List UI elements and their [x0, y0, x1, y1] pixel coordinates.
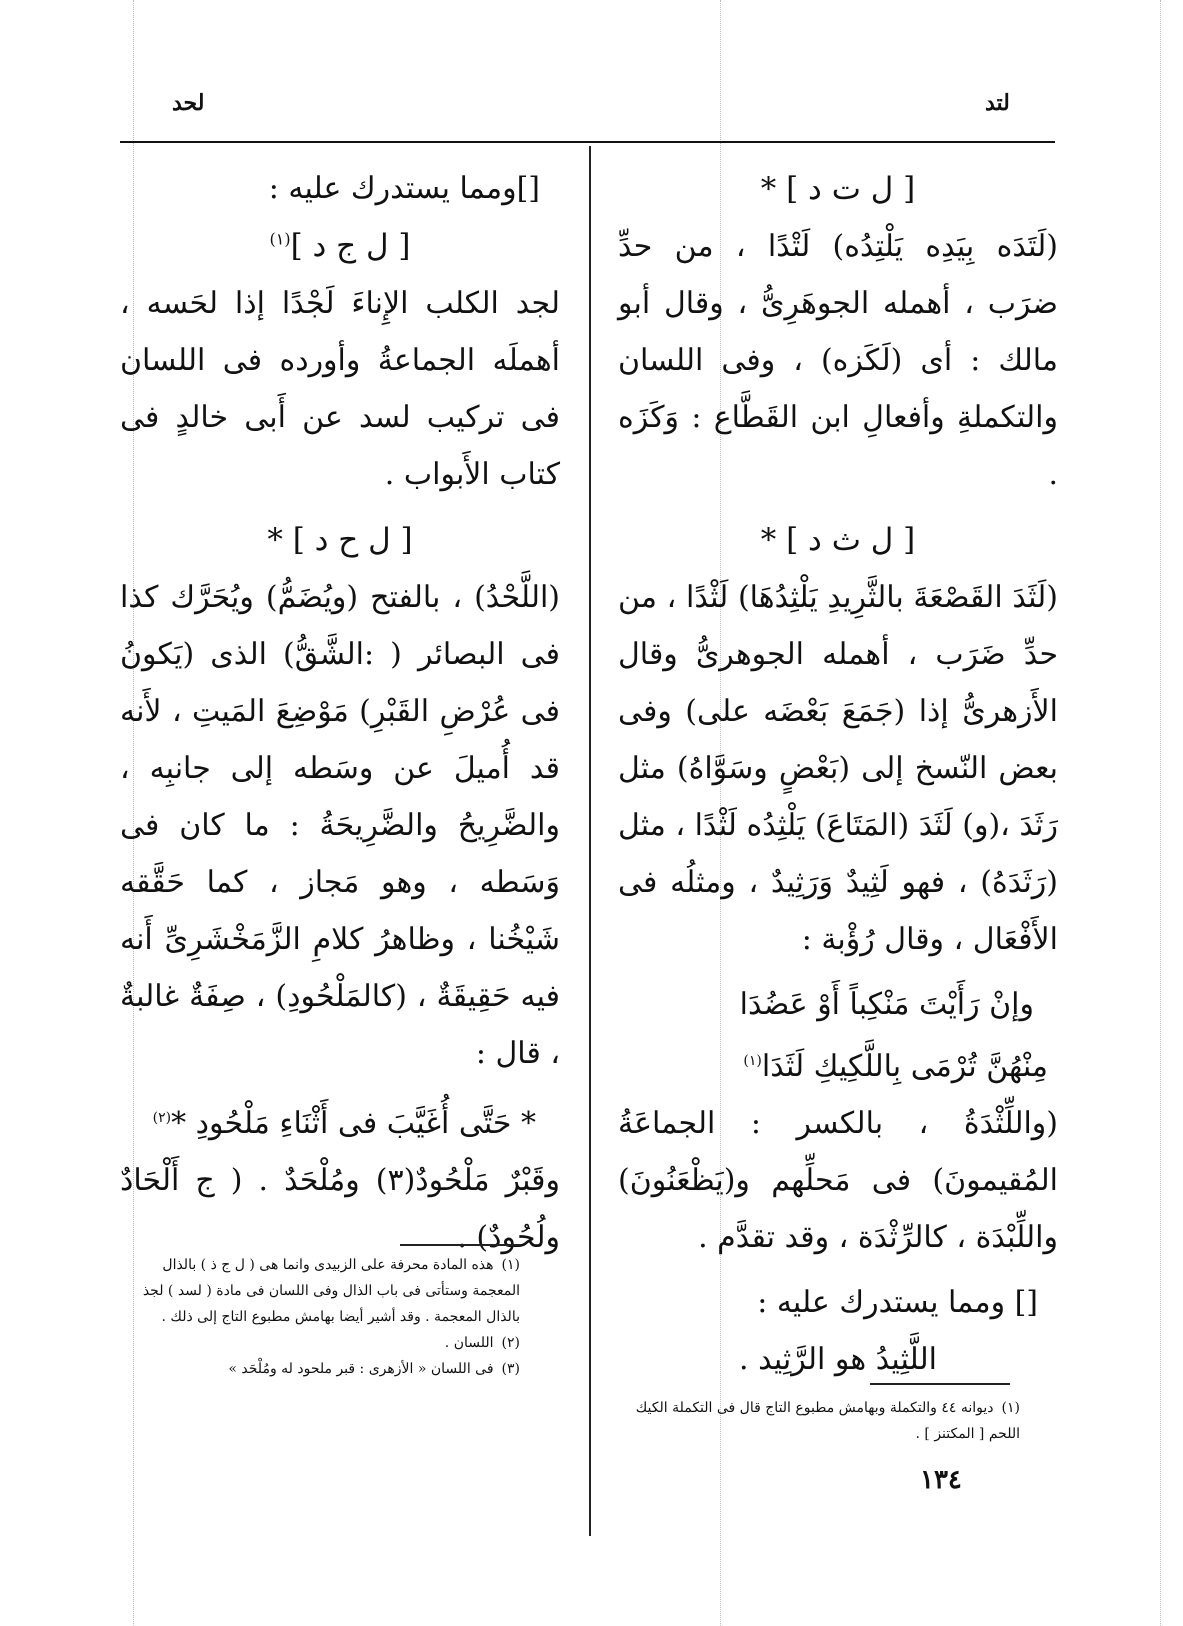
entry-heading-ljd: [120, 217, 560, 275]
poem-line-2-text: مِنْهُنَّ تُرْمَى بِاللَّكِيكِ لَثَدَا: [761, 1049, 1048, 1084]
footnote-text: ديوانه ٤٤ والتكملة وبهامش مطبوع التاج قال فى التكملة الكيك اللحم [ المكتنز ] .: [635, 1400, 1020, 1442]
running-head-left: لحد: [172, 90, 205, 116]
footnote-number: (١): [501, 1257, 520, 1273]
entry-heading-lthd: [ ل ث د ] *: [760, 522, 916, 558]
poem-line: [120, 1090, 560, 1152]
footnote-rule-left: [400, 1244, 520, 1246]
footnote-marker: (١): [743, 1053, 762, 1069]
poem-line-2: [618, 1033, 1058, 1095]
footnote-marker: (١): [269, 229, 291, 249]
entry-text-ltd: (لَتَدَه بِيَدِه يَلْتِدُه) لَتْدًا ، من حدِّ ضرَب ، أهمله الجوهَرِىُّ ، وقال أبو مالك : أى (لَكَزه) ، وفى اللسان والتكملةِ وأفعالِ ابن القَطَّاع : وَكَزَه .: [618, 229, 1058, 492]
page-number: ١٣٤: [920, 1465, 962, 1495]
entry-text-ljd: لجد الكلب الإِناءَ لَجْدًا إذا لحَسه ، أهملَه الجماعةُ وأورده فى اللسان فى تركيب لسد عن أَبى خالدٍ فى كتاب الأَبواب .: [120, 286, 560, 492]
poem-line-1: وإنْ رَأَيْتَ مَنْكِباً أَوْ عَضُدَا: [739, 987, 1034, 1022]
poem-line-text: * حَتَّى أُغَيَّبَ فى أَثْنَاءِ مَلْحُودِ *: [171, 1106, 536, 1141]
addendum-heading: []ومما يستدرك عليه :: [268, 171, 540, 206]
footnote-number: (١): [1001, 1400, 1020, 1416]
entry-text-lthd: (لَثَدَ القَصْعَةَ بالثَّرِيدِ يَلْثِدُهَا) لَثْدًا ، من حدِّ ضَرَب ، أهمله الجوهرىُّ وقال الأَزهرىُّ إذا (جَمَعَ بَعْضَه على) وفى بعض النّسخ إلى (بَعْضٍ وسَوَّاهُ) مثل رَثَدَ ،(و) لَثَدَ (المَتَاعَ) يَلْثِدُه لَثْدًا ، مثل (رَثَدَهُ) ، فهو لَثِيدٌ وَرَثِيدٌ ، ومثلُه فى الأَفْعَال ، وقال رُؤْبة :: [618, 580, 1058, 957]
running-head-right: لتد: [985, 90, 1010, 116]
entry-text-lhd: (اللَّحْدُ) ، بالفتح (ويُضَمُّ) ويُحَرَّك كذا فى البصائر ( :الشَّقُّ) الذى (يَكونُ فى عُرْضِ القَبْرِ) مَوْضِعَ المَيتِ ، لأَنه قد أُميلَ عن وسَطه إلى جانبِه ، والضَّرِيحُ والضَّرِيحَةُ : ما كان فى وَسَطه ، وهو مَجاز ، كما حَقَّقه شَيْخُنا ، وظاهرُ كلامِ الزَّمَخْشَرِىِّ أَنه فيه حَقِيقَةٌ ، (كالمَلْحُودِ) ، صِفَةٌ غالبةٌ ، قال :: [120, 580, 560, 1071]
footnote-number: (٣): [501, 1361, 520, 1377]
footnote-text: اللسان .: [444, 1335, 494, 1351]
footnote-number: (٢): [501, 1335, 520, 1351]
footnote-item: [120, 1356, 520, 1382]
entry-heading-lhd: [ ل ح د ] *: [267, 522, 413, 558]
addendum-heading: [] ومما يستدرك عليه :: [757, 1285, 1038, 1320]
right-column: [618, 160, 1058, 1388]
footnotes-left: [120, 1252, 520, 1382]
footnote-item: [120, 1330, 520, 1356]
entry-text-lithda: (واللِّثْدَةُ ، بالكسر : الجماعَةُ المُقيمونَ) فى مَحلِّهم و(يَظْعَنُونَ) واللِّبْدَة ، كالرِّثْدَة ، وقد تقدَّم .: [618, 1106, 1058, 1255]
column-divider: [589, 146, 591, 1536]
footnote-item: [620, 1395, 1020, 1447]
footnote-text: هذه المادة محرفة على الزبيدى وانما هى ( ل ج ذ ) بالذال المعجمة وستأتى فى باب الذال وفى اللسان فى مادة ( لسد ) لجذ بالذال المعجمة . وقد أشير أيضا بهامش مطبوع التاج إلى ذلك .: [142, 1257, 520, 1325]
entry-text-lhd-cont: وقَبْرٌ مَلْحُودٌ(٣) ومُلْحَدٌ . ( ج أَلْحَادٌ ولُحُودٌ) .: [120, 1163, 560, 1255]
entry-heading-ltd: [ ل ت د ] *: [760, 171, 916, 207]
addendum-text: اللَّثِيدُ هو الرَّثِيد .: [739, 1342, 937, 1377]
header-rule: [120, 141, 1055, 143]
footnote-item: [120, 1252, 520, 1330]
entry-heading-ljd-text: [ ل ج د ]: [290, 228, 411, 264]
footnote-marker: (٢): [152, 1110, 172, 1126]
footnotes-right: [620, 1395, 1020, 1447]
footnote-text: فى اللسان « الأزهرى : قبر ملحود له ومُلْحَد »: [228, 1361, 494, 1377]
footnote-rule-right: [870, 1383, 1010, 1385]
left-column: [120, 160, 560, 1274]
scan-guide-line: [1160, 0, 1161, 1626]
